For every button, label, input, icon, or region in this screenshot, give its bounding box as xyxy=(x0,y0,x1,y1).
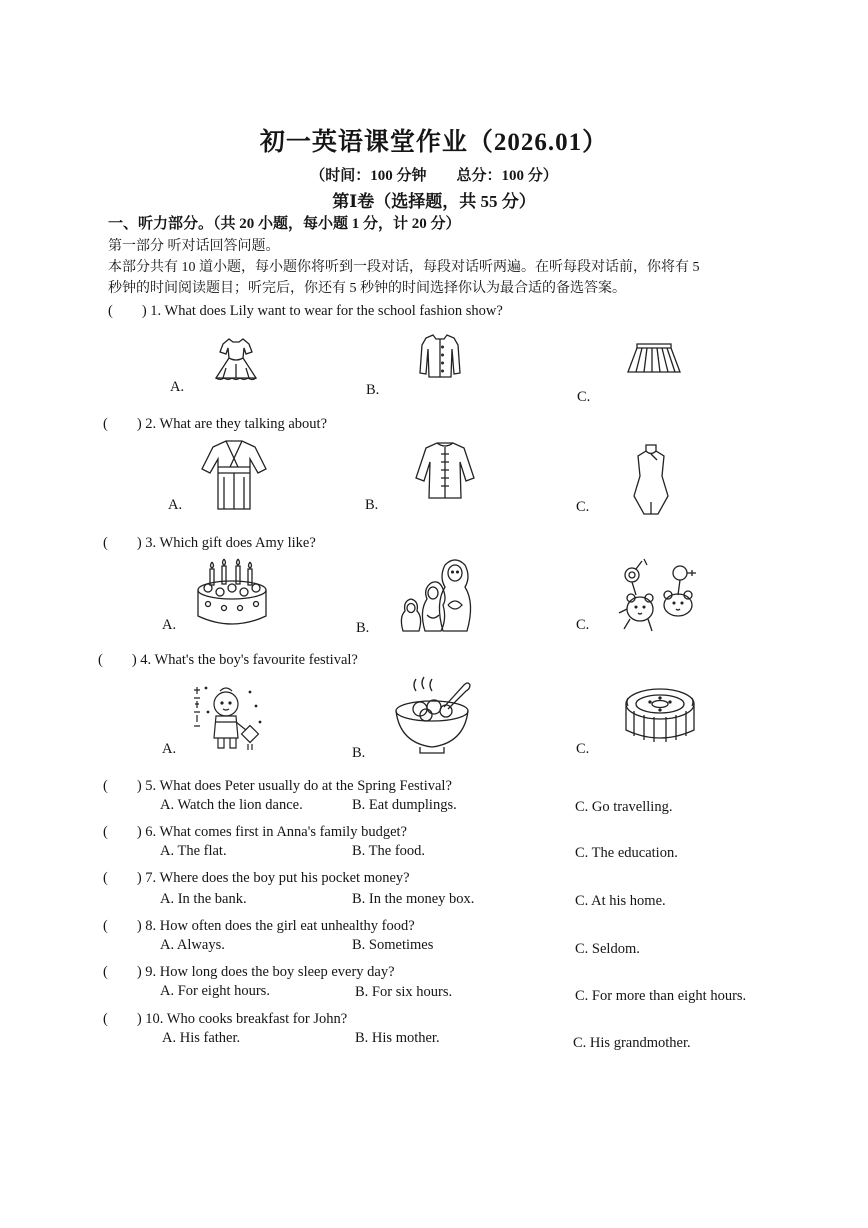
skirt-icon xyxy=(625,342,683,376)
option-6c[interactable]: C. The education. xyxy=(575,845,678,861)
option-6b[interactable]: B. The food. xyxy=(352,843,426,859)
volume-title: 第Ⅰ卷（选择题，共 55 分） xyxy=(332,192,536,211)
option-1c[interactable]: C. xyxy=(577,389,591,405)
option-3c[interactable]: C. xyxy=(576,617,590,633)
question-6 xyxy=(103,820,407,841)
answer-bracket[interactable]: ( ) xyxy=(103,824,142,840)
option-6a[interactable]: A. The flat. xyxy=(160,843,227,859)
question-text: 1. What does Lily want to wear for the school fashion show? xyxy=(150,303,503,319)
bear-keychain-icon xyxy=(616,557,700,635)
question-text: 8. How often does the girl eat unhealthy food? xyxy=(145,918,415,934)
option-7c[interactable]: C. At his home. xyxy=(575,893,666,909)
option-1b[interactable]: B. xyxy=(366,382,380,398)
exam-meta: （时间：100 分钟 总分：100 分） xyxy=(310,168,558,184)
option-7a[interactable]: A. In the bank. xyxy=(160,891,247,907)
question-5 xyxy=(103,774,452,795)
question-text: 3. Which gift does Amy like? xyxy=(145,535,316,551)
option-4b[interactable]: B. xyxy=(352,745,366,761)
question-text: 5. What does Peter usually do at the Spring Festival? xyxy=(145,778,452,794)
option-2c[interactable]: C. xyxy=(576,499,590,515)
option-5b[interactable]: B. Eat dumplings. xyxy=(352,797,457,813)
question-1 xyxy=(108,299,503,320)
tangyuan-bowl-icon xyxy=(392,677,478,755)
option-5a[interactable]: A. Watch the lion dance. xyxy=(160,797,303,813)
tang-suit-icon xyxy=(414,440,476,500)
nesting-dolls-icon xyxy=(399,553,477,633)
birthday-cake-icon xyxy=(194,556,272,628)
question-text: 9. How long does the boy sleep every day? xyxy=(145,964,395,980)
mooncake-icon xyxy=(622,684,698,744)
question-text: 4. What's the boy's favourite festival? xyxy=(140,652,358,668)
option-9a[interactable]: A. For eight hours. xyxy=(160,983,270,999)
page-title: 初一英语课堂作业（2026.01） xyxy=(259,129,609,156)
question-text: 10. Who cooks breakfast for John? xyxy=(145,1011,348,1027)
option-5c[interactable]: C. Go travelling. xyxy=(575,799,673,815)
answer-bracket[interactable]: ( ) xyxy=(108,303,147,319)
spring-festival-boy-icon xyxy=(190,682,270,752)
option-8c[interactable]: C. Seldom. xyxy=(575,941,640,957)
instructions-line-2: 秒钟的时间阅读题目；听完后，你还有 5 秒钟的时间选择你认为最合适的备选答案。 xyxy=(108,281,626,296)
option-8a[interactable]: A. Always. xyxy=(160,937,225,953)
answer-bracket[interactable]: ( ) xyxy=(103,1011,142,1027)
answer-bracket[interactable]: ( ) xyxy=(103,535,142,551)
qipao-icon xyxy=(632,442,670,518)
option-9c[interactable]: C. For more than eight hours. xyxy=(575,988,747,1004)
option-3b[interactable]: B. xyxy=(356,620,370,636)
option-10a[interactable]: A. His father. xyxy=(162,1030,241,1046)
question-8 xyxy=(103,914,415,935)
question-7 xyxy=(103,866,410,887)
question-text: 6. What comes first in Anna's family budget? xyxy=(145,824,407,840)
shirt-icon xyxy=(418,333,462,379)
question-2 xyxy=(103,412,327,433)
part-title: 第一部分 听对话回答问题。 xyxy=(108,239,280,254)
option-9b[interactable]: B. For six hours. xyxy=(355,984,453,1000)
option-4c[interactable]: C. xyxy=(576,741,590,757)
question-4 xyxy=(98,648,358,669)
option-10c[interactable]: C. His grandmother. xyxy=(573,1035,691,1051)
dress-icon xyxy=(210,336,262,384)
option-2b[interactable]: B. xyxy=(365,497,379,513)
question-9 xyxy=(103,960,395,981)
answer-bracket[interactable]: ( ) xyxy=(98,652,137,668)
answer-bracket[interactable]: ( ) xyxy=(103,416,142,432)
question-3 xyxy=(103,531,316,552)
option-10b[interactable]: B. His mother. xyxy=(355,1030,440,1046)
question-text: 2. What are they talking about? xyxy=(145,416,328,432)
question-10 xyxy=(103,1007,347,1028)
option-1a[interactable]: A. xyxy=(170,379,185,395)
option-2a[interactable]: A. xyxy=(168,497,183,513)
option-7b[interactable]: B. In the money box. xyxy=(352,891,475,907)
answer-bracket[interactable]: ( ) xyxy=(103,964,142,980)
hanfu-icon xyxy=(200,437,268,512)
answer-bracket[interactable]: ( ) xyxy=(103,870,142,886)
option-4a[interactable]: A. xyxy=(162,741,177,757)
section-title: 一、听力部分。（共 20 小题，每小题 1 分，计 20 分） xyxy=(108,216,461,232)
instructions-line-1: 本部分共有 10 道小题，每小题你将听到一段对话，每段对话听两遍。在听每段对话前，你将有 5 xyxy=(108,260,700,275)
option-3a[interactable]: A. xyxy=(162,617,177,633)
answer-bracket[interactable]: ( ) xyxy=(103,918,142,934)
question-text: 7. Where does the boy put his pocket money? xyxy=(145,870,410,886)
answer-bracket[interactable]: ( ) xyxy=(103,778,142,794)
option-8b[interactable]: B. Sometimes xyxy=(352,937,434,953)
